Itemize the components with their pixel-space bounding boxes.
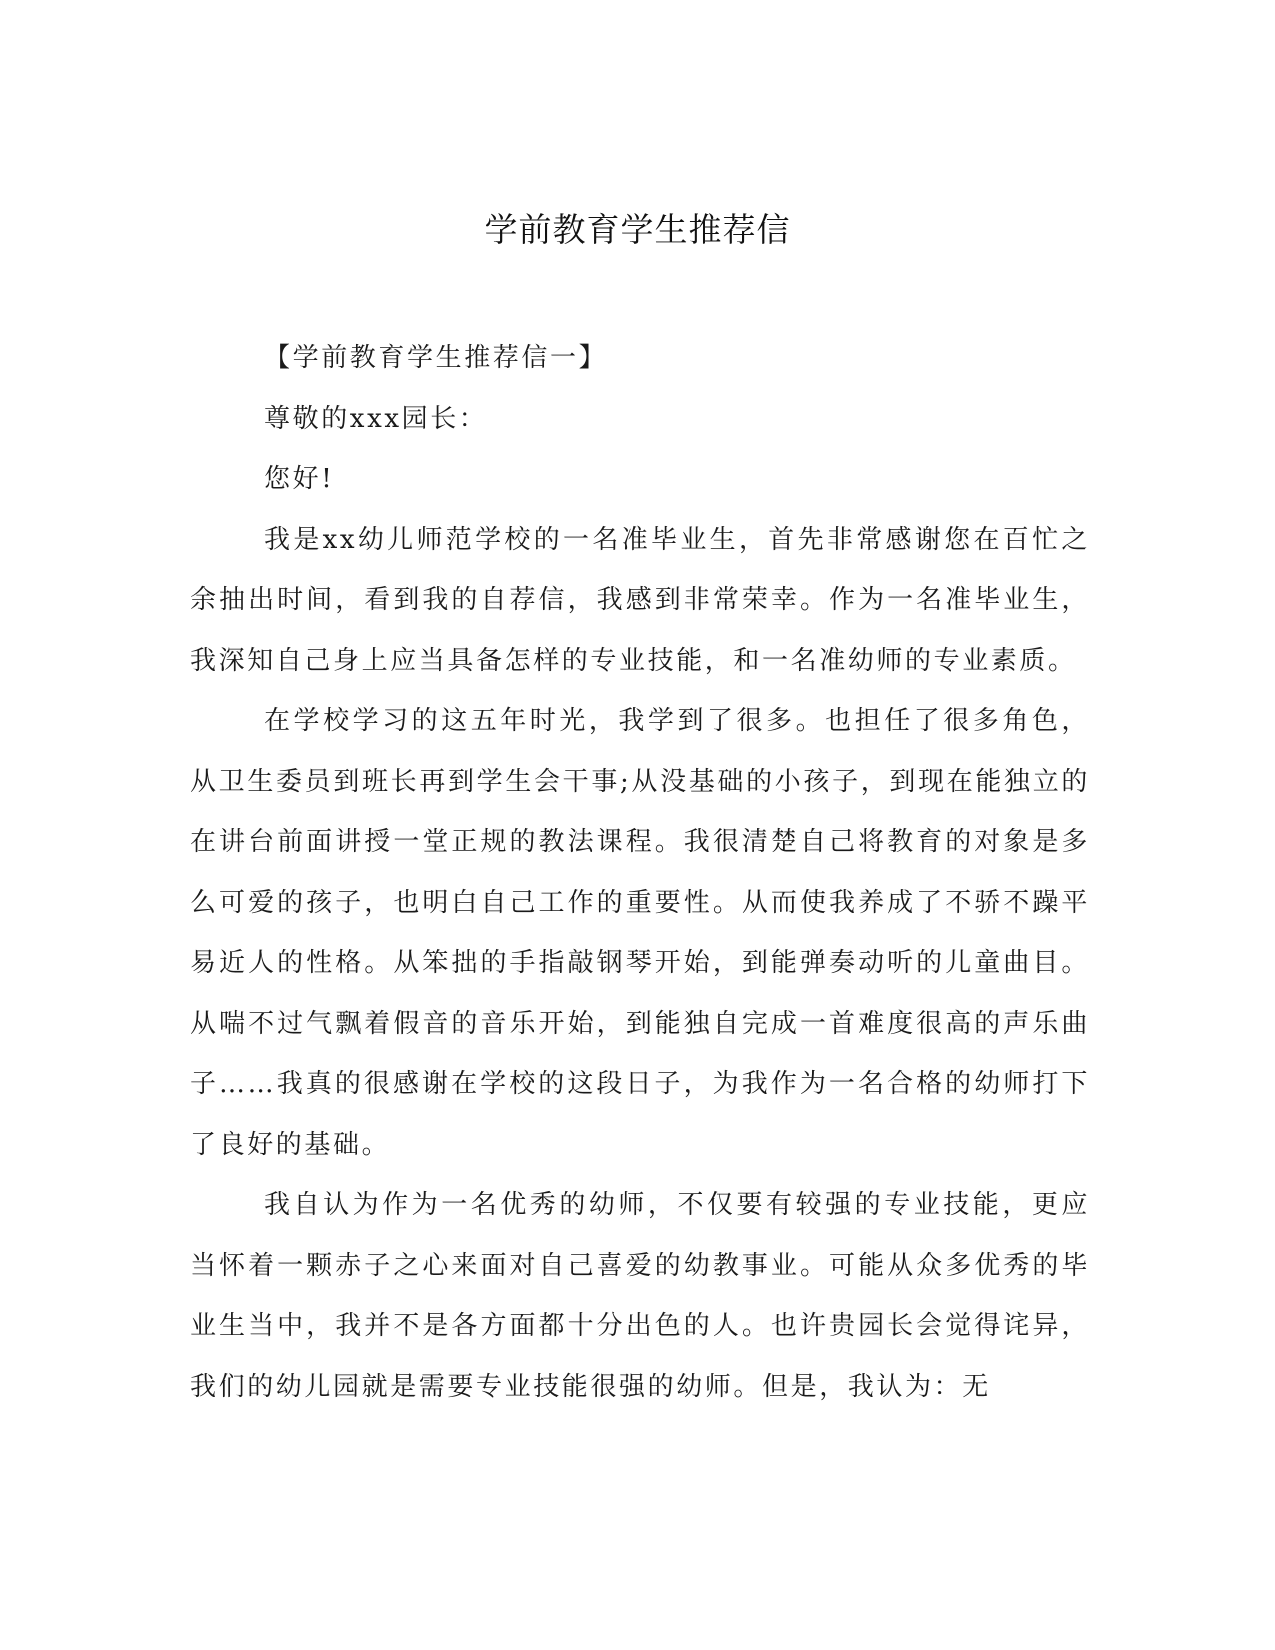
salutation: 尊敬的xxx园长： xyxy=(264,403,488,434)
greeting: 您好! xyxy=(264,464,335,494)
section-heading: 【学前教育学生推荐信一】 xyxy=(264,343,608,373)
document-body xyxy=(190,328,1090,1417)
document-title: 学前教育学生推荐信 xyxy=(484,210,791,249)
body-paragraph: 我是xx幼儿师范学校的一名准毕业生，首先非常感谢您在百忙之余抽出时间，看到我的自荐信，我感到非常荣幸。作为一名准毕业生，我深知自己身上应当具备怎样的专业技能，和一名准幼师的专业素质。 xyxy=(190,524,1090,676)
body-paragraph: 我自认为作为一名优秀的幼师，不仅要有较强的专业技能，更应当怀着一颗赤子之心来面对自己喜爱的幼教事业。可能从众多优秀的毕业生当中，我并不是各方面都十分出色的人。也许贵园长会觉得诧异，我们的幼儿园就是需要专业技能很强的幼师。但是，我认为：无 xyxy=(190,1190,1090,1402)
body-paragraph: 在学校学习的这五年时光，我学到了很多。也担任了很多角色，从卫生委员到班长再到学生会干事;从没基础的小孩子，到现在能独立的在讲台前面讲授一堂正规的教法课程。我很清楚自己将教育的对象是多么可爱的孩子，也明白自己工作的重要性。从而使我养成了不骄不躁平易近人的性格。从笨拙的手指敲钢琴开始，到能弹奏动听的儿童曲目。从喘不过气飘着假音的音乐开始，到能独自完成一首难度很高的声乐曲子……我真的很感谢在学校的这段日子，为我作为一名合格的幼师打下了良好的基础。 xyxy=(190,706,1090,1160)
